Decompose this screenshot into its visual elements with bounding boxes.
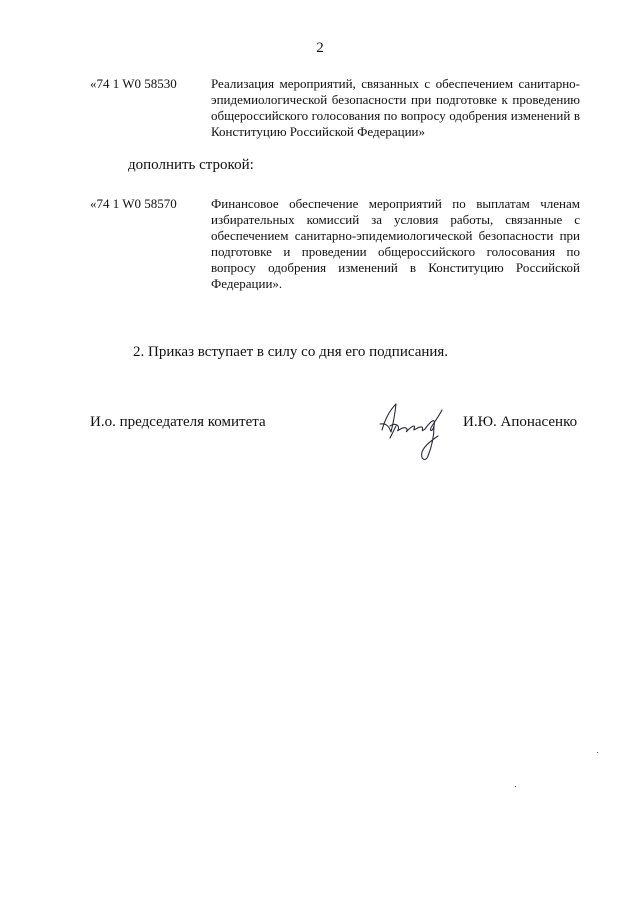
handwritten-signature (376, 396, 456, 466)
order-effective-clause: 2. Приказ вступает в силу со дня его подписания. (133, 344, 449, 360)
budget-description (211, 76, 580, 140)
budget-code: «74 1 W0 58570 (90, 196, 177, 211)
scan-speck (515, 786, 516, 787)
description-line: эпидемиологической безопасности при подготовке к проведению (211, 92, 580, 107)
description-line: общероссийского голосования по вопросу одобрения изменений в (211, 108, 580, 123)
budget-description (211, 196, 580, 292)
description-line: Федерации». (211, 276, 283, 291)
scan-speck (597, 752, 598, 753)
description-line: подготовке и проведении общероссийского голосования по (211, 244, 580, 259)
description-line: Финансовое обеспечение мероприятий по выплатам членам (211, 196, 580, 211)
budget-code: «74 1 W0 58530 (90, 76, 177, 91)
description-line: Конституцию Российской Федерации» (211, 124, 425, 139)
description-line: обеспечением санитарно-эпидемиологической безопасности при (211, 228, 580, 243)
description-line: избирательных комиссий за условия работы, связанные с (211, 212, 580, 227)
signer-title: И.о. председателя комитета (90, 414, 266, 430)
supplement-text: дополнить строкой: (128, 157, 254, 173)
description-line: Реализация мероприятий, связанных с обеспечением санитарно- (211, 76, 580, 91)
signer-name: И.Ю. Апонасенко (463, 414, 578, 430)
description-line: вопросу одобрения изменений в Конституцию Российской (211, 260, 580, 275)
page-number: 2 (316, 40, 324, 56)
